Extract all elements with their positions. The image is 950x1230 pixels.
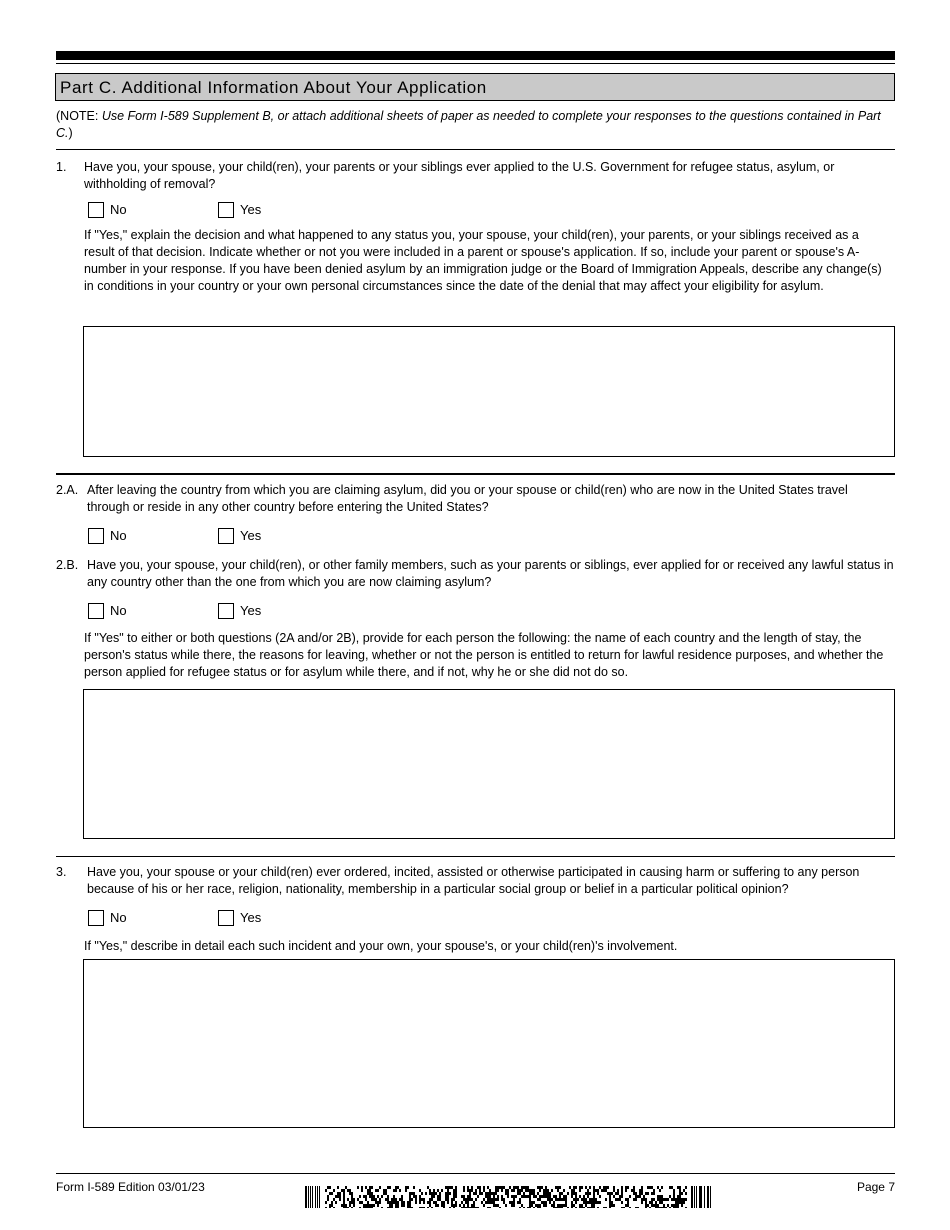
q2b-no-label: No	[110, 603, 127, 618]
q2b-yes-checkbox[interactable]	[218, 603, 234, 619]
q2b-text: Have you, your spouse, your child(ren), or other family members, such as your parents or siblings, ever applied for or received any lawful status in any country other than the one from which you are now claiming asylum?	[87, 558, 894, 589]
q2a-answer-row	[88, 527, 388, 545]
q3-number: 3.	[56, 865, 67, 879]
q1-no-label: No	[110, 202, 127, 217]
q2b-yes-label: Yes	[240, 603, 262, 618]
q3-yes-label: Yes	[240, 910, 262, 925]
note-lead: (NOTE:	[56, 109, 102, 123]
q2a-text: After leaving the country from which you are claiming asylum, did you or your spouse or child(ren) who are now in the United States travel through or reside in any other country before entering the United States?	[87, 483, 848, 514]
q1-text: Have you, your spouse, your child(ren), your parents or your siblings ever applied to the U.S. Government for refugee status, asylum, or withholding of removal?	[84, 160, 835, 191]
q2a-no-checkbox[interactable]	[88, 528, 104, 544]
q3-yes-checkbox[interactable]	[218, 910, 234, 926]
q3-answer-row	[88, 909, 388, 927]
divider	[56, 856, 895, 857]
footer-form-id: Form I-589 Edition 03/01/23	[56, 1180, 205, 1194]
q2b-number: 2.B.	[56, 558, 79, 572]
q2b-no-checkbox[interactable]	[88, 603, 104, 619]
footer-rule	[56, 1173, 895, 1174]
q3-no-label: No	[110, 910, 127, 925]
q3-response-box[interactable]	[83, 959, 895, 1128]
q1-instruction: If "Yes," explain the decision and what happened to any status you, your spouse, your child(ren), your parents, or your siblings received as a result of that decision. Indicate whether or not you were included in a parent or spouse's application. If so, include your parent or spouse's A-number in your response. If you have been denied asylum by an immigration judge or the Board of Immigration Appeals, describe any change(s) in conditions in your country or your own personal circumstances since the date of the denial that may affect your eligibility for asylum.	[84, 228, 882, 293]
divider	[56, 149, 895, 150]
q1-answer-row	[88, 201, 388, 219]
q1-response-box[interactable]	[83, 326, 895, 457]
top-rule-thick	[56, 51, 895, 60]
section-divider	[56, 473, 895, 475]
part-c-note	[56, 108, 886, 142]
footer-page-number: Page 7	[856, 1180, 895, 1194]
q2-response-box[interactable]	[83, 689, 895, 839]
note-tail: )	[68, 126, 73, 140]
q3-instruction: If "Yes," describe in detail each such incident and your own, your spouse's, or your child(ren)'s involvement.	[84, 939, 678, 953]
part-c-header: Part C. Additional Information About Your Application	[55, 73, 895, 101]
q2b-answer-row	[88, 602, 388, 620]
q3-text: Have you, your spouse or your child(ren) ever ordered, incited, assisted or otherwise participated in causing harm or suffering to any person because of his or her race, religion, nationality, membership in a particular social group or belief in a particular political opinion?	[87, 865, 860, 896]
pdf417-barcode	[305, 1186, 713, 1208]
q1-yes-checkbox[interactable]	[218, 202, 234, 218]
note-italic: Use Form I-589 Supplement B, or attach additional sheets of paper as needed to complete your responses to the questions contained in Part C.	[56, 109, 881, 140]
q1-no-checkbox[interactable]	[88, 202, 104, 218]
q1-number: 1.	[56, 160, 67, 174]
q2a-yes-label: Yes	[240, 528, 262, 543]
q2b-instruction: If "Yes" to either or both questions (2A and/or 2B), provide for each person the following: the name of each country and the length of stay, the person's status while there, the reasons for leaving, whether or not the person is entitled to return for lawful residence purposes, and whether the person applied for refugee status or for asylum while there, and if not, why he or she did not do so.	[84, 631, 884, 679]
top-rule-thin	[56, 63, 895, 64]
q2a-yes-checkbox[interactable]	[218, 528, 234, 544]
q3-no-checkbox[interactable]	[88, 910, 104, 926]
q1-yes-label: Yes	[240, 202, 262, 217]
q2a-no-label: No	[110, 528, 127, 543]
q2a-number: 2.A.	[56, 483, 79, 497]
